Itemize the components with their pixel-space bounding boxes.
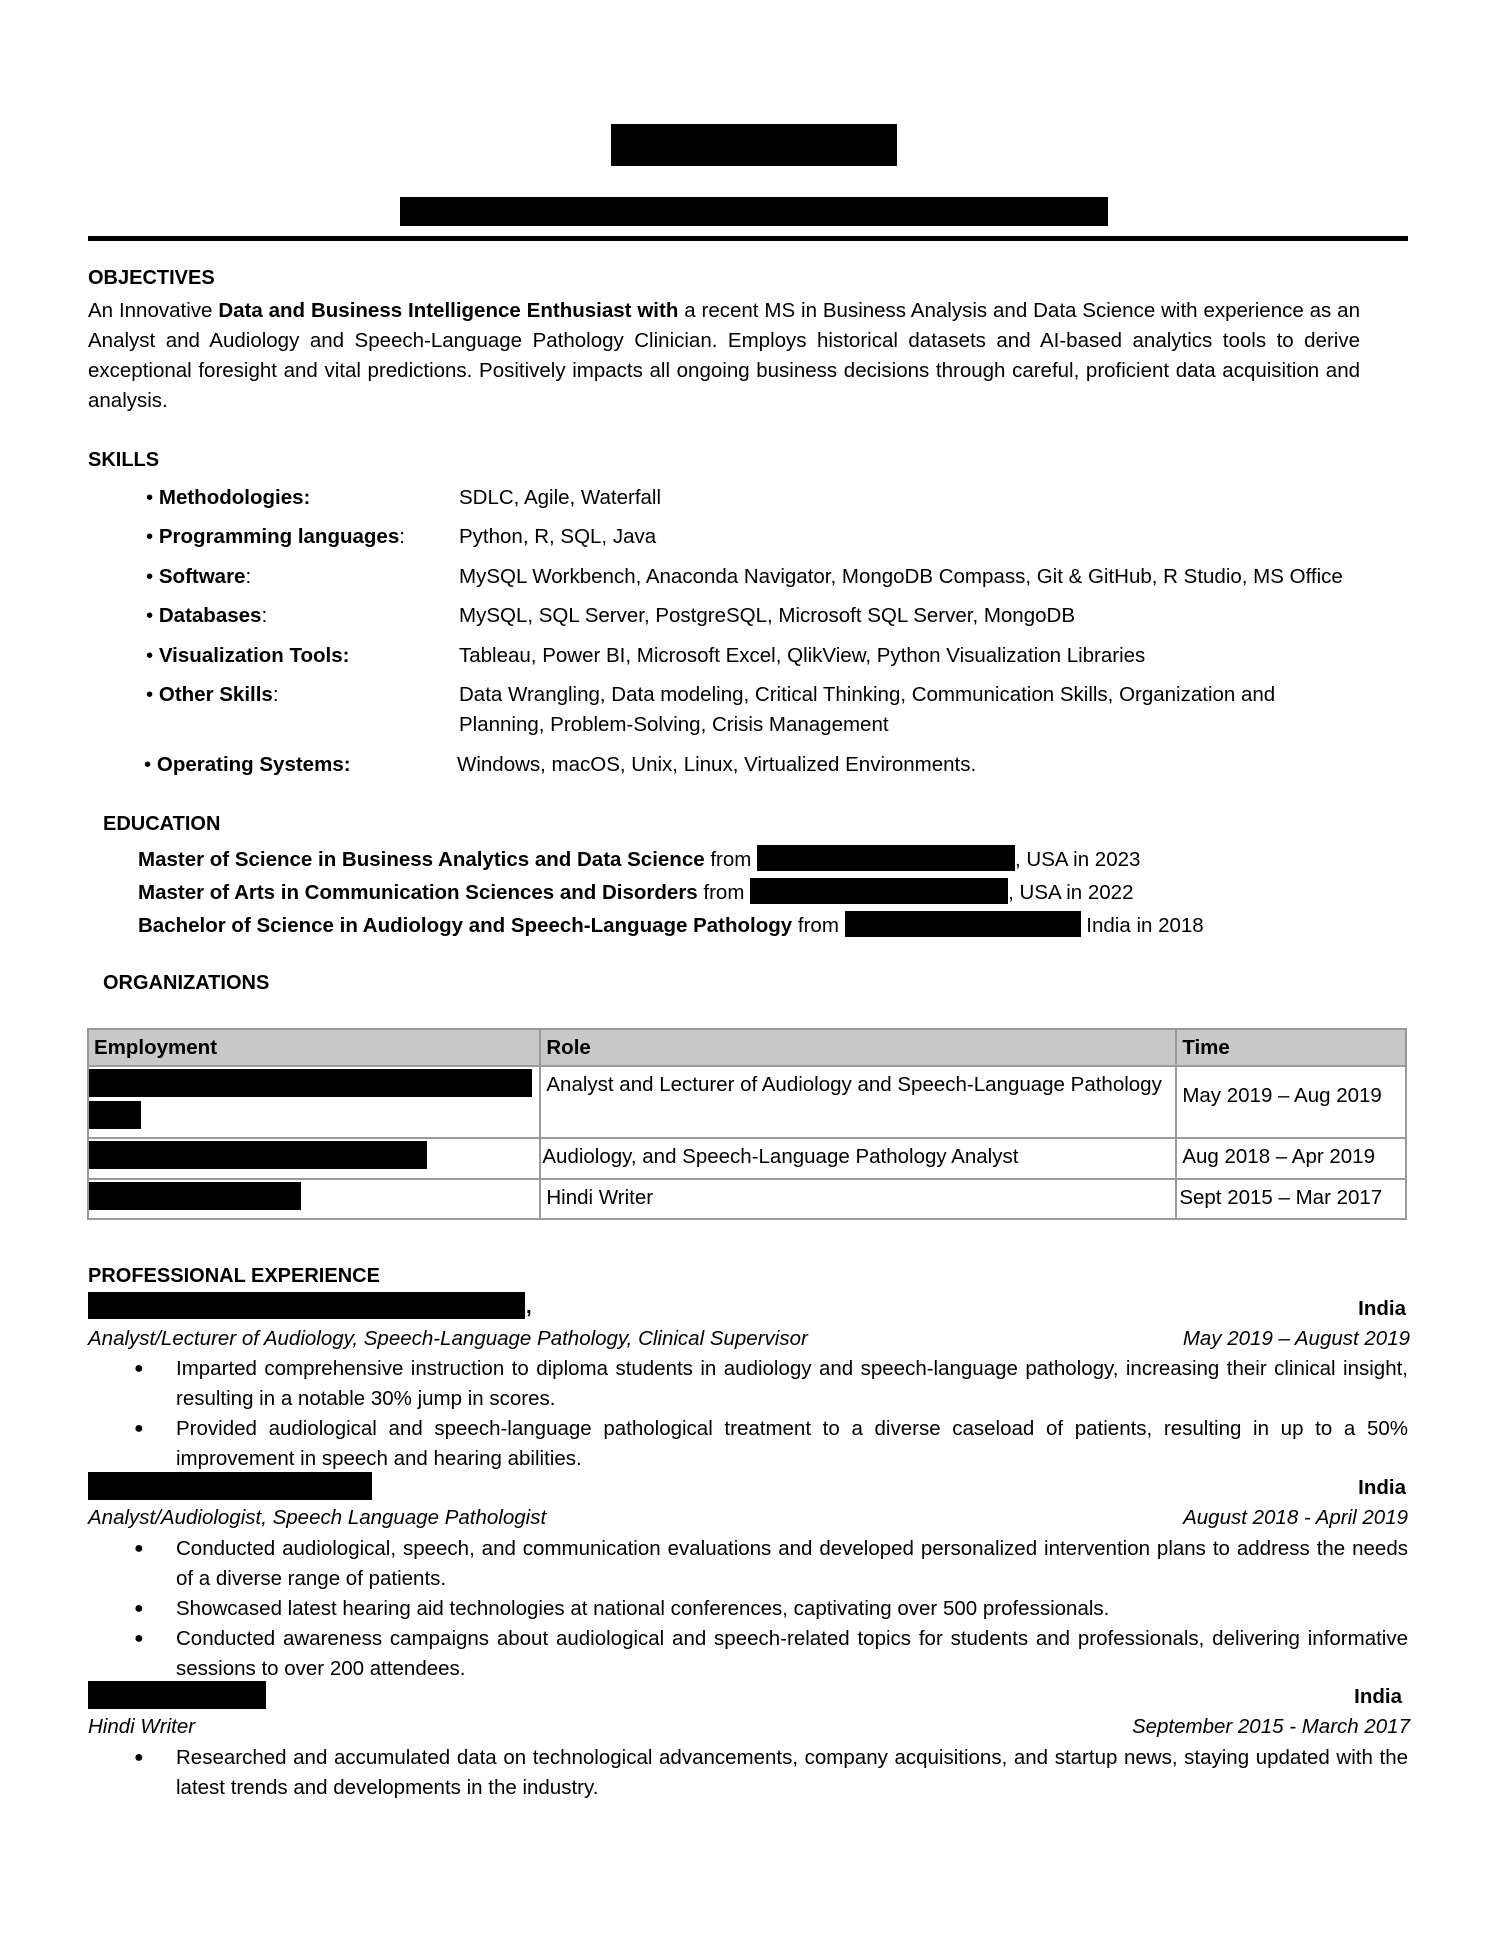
bullet-item: ● Conducted awareness campaigns about audiological and speech-related topics for students and professionals, delivering informative sessions to over 200 attendees.	[176, 1624, 1408, 1684]
education-item: Bachelor of Science in Audiology and Speech-Language Pathology from India in 2018	[138, 911, 1204, 938]
job-title: Hindi Writer	[88, 1715, 196, 1738]
skill-label-visualization: • Visualization Tools:	[146, 644, 350, 667]
job-location: India	[1358, 1476, 1406, 1499]
objective-text: An Innovative Data and Business Intelligence Enthusiast with a recent MS in Business Analysis and Data Science with experience as an Analyst and Audiology and Speech-Language Pathology Clinician. Employs historical datasets and AI-based analytics tools to derive exceptional foresight and vital predictions. Positively impacts all ongoing business decisions through careful, proficient data acquisition and analysis.	[88, 299, 1360, 412]
skill-value-methodologies: SDLC, Agile, Waterfall	[459, 486, 662, 509]
table-header-row	[88, 1029, 1406, 1066]
role-cell: Audiology, and Speech-Language Pathology Analyst	[540, 1138, 1176, 1179]
job-location: India	[1354, 1685, 1402, 1708]
role-cell: Analyst and Lecturer of Audiology and Speech-Language Pathology	[540, 1066, 1176, 1138]
bullet-item: ● Researched and accumulated data on technological advancements, company acquisitions, and startup news, staying updated with the latest trends and developments in the industry.	[176, 1743, 1408, 1803]
bullet-item: ● Imparted comprehensive instruction to diploma students in audiology and speech-language pathology, increasing their clinical insight, resulting in a notable 30% jump in scores.	[176, 1354, 1408, 1414]
organizations-heading: ORGANIZATIONS	[103, 972, 270, 994]
header-divider	[88, 236, 1408, 241]
employment-cell	[88, 1066, 540, 1138]
redacted-employer	[89, 1182, 301, 1210]
skill-value-software: MySQL Workbench, Anaconda Navigator, MongoDB Compass, Git & GitHub, R Studio, MS Office	[459, 565, 1343, 588]
time-cell: May 2019 – Aug 2019	[1176, 1066, 1406, 1138]
skill-label-os: • Operating Systems:	[144, 753, 351, 776]
employment-cell	[88, 1179, 540, 1219]
employer-suffix: ,	[526, 1295, 532, 1318]
redacted-institution	[757, 845, 1015, 871]
job-dates: August 2018 - April 2019	[1183, 1506, 1408, 1529]
experience-heading: PROFESSIONAL EXPERIENCE	[88, 1265, 380, 1287]
time-cell: Sept 2015 – Mar 2017	[1176, 1179, 1406, 1219]
skill-label-programming: • Programming languages:	[146, 525, 405, 548]
job-title: Analyst/Lecturer of Audiology, Speech-Language Pathology, Clinical Supervisor	[88, 1327, 808, 1350]
education-item: Master of Science in Business Analytics and Data Science from , USA in 2023	[138, 845, 1140, 872]
skills-heading: SKILLS	[88, 449, 160, 471]
job-title: Analyst/Audiologist, Speech Language Pathologist	[88, 1506, 547, 1529]
skill-label-other: • Other Skills:	[146, 683, 279, 706]
education-item: Master of Arts in Communication Sciences and Disorders from , USA in 2022	[138, 878, 1134, 905]
skill-value-visualization: Tableau, Power BI, Microsoft Excel, QlikView, Python Visualization Libraries	[459, 644, 1146, 667]
table-row	[88, 1066, 1406, 1138]
redacted-contact	[400, 197, 1108, 226]
job-dates: May 2019 – August 2019	[1182, 1327, 1410, 1350]
skill-value-os: Windows, macOS, Unix, Linux, Virtualized Environments.	[457, 753, 977, 776]
column-header-role: Role	[540, 1029, 1176, 1066]
bullet-item: ● Showcased latest hearing aid technologies at national conferences, captivating over 500 professionals.	[176, 1594, 1408, 1624]
redacted-employer	[89, 1101, 141, 1129]
skill-label-databases: • Databases:	[146, 604, 268, 627]
education-heading: EDUCATION	[103, 813, 221, 835]
redacted-institution	[845, 911, 1081, 937]
skill-value-programming: Python, R, SQL, Java	[459, 525, 657, 548]
employment-cell	[88, 1138, 540, 1179]
role-cell: Hindi Writer	[540, 1179, 1176, 1219]
skill-label-software: • Software:	[146, 565, 252, 588]
table-row	[88, 1138, 1406, 1179]
redacted-employer	[88, 1292, 525, 1319]
objectives-heading: OBJECTIVES	[88, 267, 215, 289]
skill-label-methodologies: • Methodologies:	[146, 486, 311, 509]
time-cell: Aug 2018 – Apr 2019	[1176, 1138, 1406, 1179]
bullet-item: ● Conducted audiological, speech, and communication evaluations and developed personalized intervention plans to address the needs of a diverse range of patients.	[176, 1534, 1408, 1594]
redacted-employer	[88, 1472, 372, 1500]
redacted-name	[611, 124, 897, 166]
organizations-table	[87, 1028, 1407, 1220]
redacted-employer	[89, 1069, 532, 1097]
bullet-item: ● Provided audiological and speech-language pathological treatment to a diverse caseload of patients, resulting in up to a 50% improvement in speech and hearing abilities.	[176, 1414, 1408, 1474]
skill-value-databases: MySQL, SQL Server, PostgreSQL, Microsoft SQL Server, MongoDB	[459, 604, 1075, 627]
skill-value-other: Data Wrangling, Data modeling, Critical Thinking, Communication Skills, Organization and Planning, Problem-Solving, Crisis Management	[459, 683, 1276, 736]
table-row	[88, 1179, 1406, 1219]
redacted-employer	[88, 1681, 266, 1709]
redacted-employer	[89, 1141, 427, 1169]
job-location: India	[1358, 1297, 1406, 1320]
column-header-time: Time	[1176, 1029, 1406, 1066]
column-header-employment: Employment	[88, 1029, 540, 1066]
job-dates: September 2015 - March 2017	[1131, 1715, 1410, 1738]
redacted-institution	[750, 878, 1008, 904]
